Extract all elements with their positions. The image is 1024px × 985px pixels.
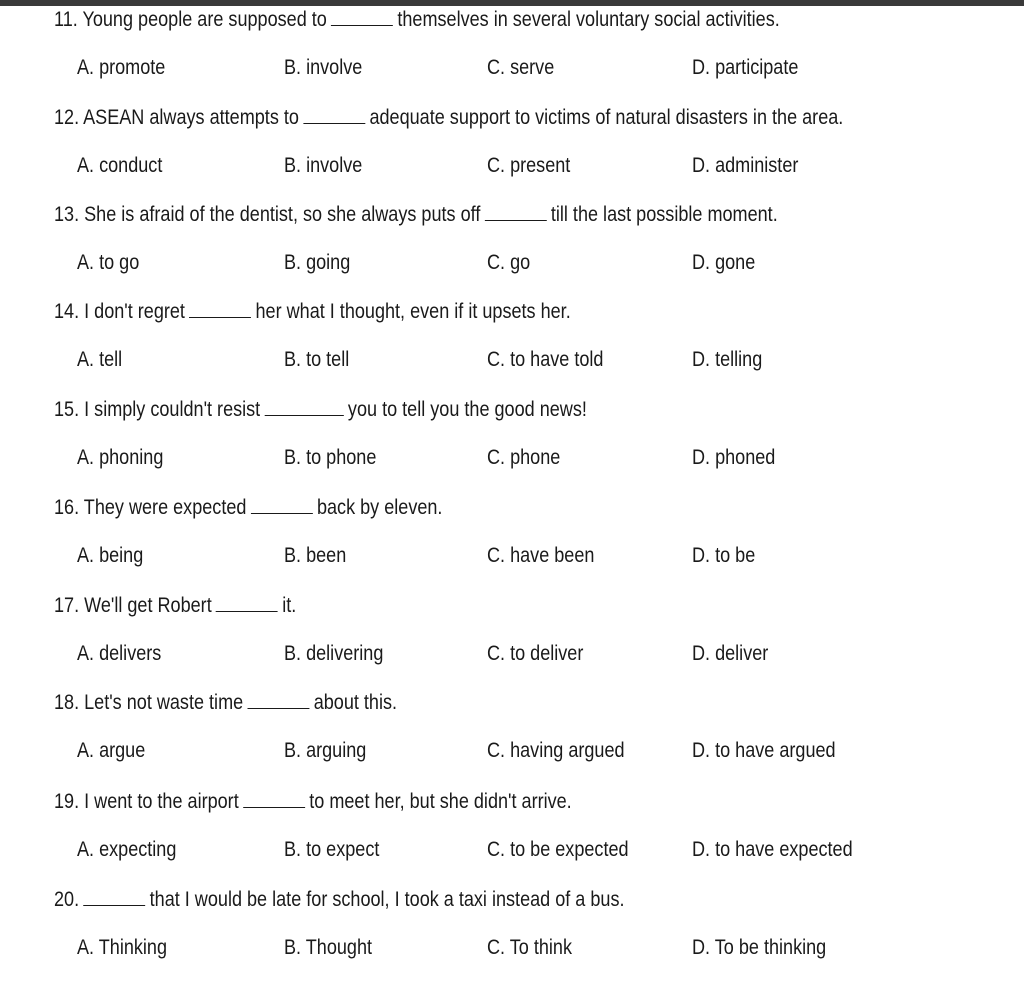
answer-blank bbox=[216, 593, 278, 612]
option-b: B. Thought bbox=[284, 936, 373, 959]
answer-blank bbox=[485, 202, 547, 221]
option-a: A. being bbox=[77, 544, 144, 567]
option-b: B. to expect bbox=[284, 838, 380, 861]
stem-after: you to tell you the good news! bbox=[347, 398, 587, 421]
question-12 bbox=[0, 105, 1024, 203]
option-c: C. go bbox=[487, 251, 531, 274]
stem-after: till the last possible moment. bbox=[550, 203, 778, 226]
answer-blank bbox=[243, 789, 305, 808]
question-stem bbox=[54, 593, 296, 618]
option-b: B. to phone bbox=[284, 446, 377, 469]
option-c: C. to be expected bbox=[487, 838, 629, 861]
option-b: B. to tell bbox=[284, 348, 350, 371]
option-a: A. delivers bbox=[77, 642, 162, 665]
option-c: C. to have told bbox=[487, 348, 604, 371]
option-c: C. To think bbox=[487, 936, 572, 959]
stem-before: 17. We'll get Robert bbox=[54, 594, 212, 617]
stem-after: adequate support to victims of natural disasters in the area. bbox=[369, 106, 844, 129]
question-11 bbox=[0, 7, 1024, 105]
option-b: B. arguing bbox=[284, 739, 367, 762]
option-b: B. been bbox=[284, 544, 347, 567]
question-stem bbox=[54, 690, 397, 715]
stem-before: 14. I don't regret bbox=[54, 300, 185, 323]
question-19 bbox=[0, 789, 1024, 887]
question-stem bbox=[54, 789, 572, 814]
option-a: A. expecting bbox=[77, 838, 177, 861]
stem-after: to meet her, but she didn't arrive. bbox=[309, 790, 572, 813]
option-a: A. promote bbox=[77, 56, 166, 79]
question-stem bbox=[54, 202, 778, 227]
stem-before: 19. I went to the airport bbox=[54, 790, 239, 813]
answer-blank bbox=[247, 690, 309, 709]
option-d: D. gone bbox=[692, 251, 756, 274]
option-b: B. delivering bbox=[284, 642, 384, 665]
question-stem bbox=[54, 7, 780, 32]
option-b: B. going bbox=[284, 251, 351, 274]
option-c: C. phone bbox=[487, 446, 561, 469]
option-d: D. telling bbox=[692, 348, 763, 371]
option-d: D. participate bbox=[692, 56, 799, 79]
option-a: A. to go bbox=[77, 251, 140, 274]
question-16 bbox=[0, 495, 1024, 593]
stem-before: 11. Young people are supposed to bbox=[54, 8, 327, 31]
option-c: C. present bbox=[487, 154, 571, 177]
question-15 bbox=[0, 397, 1024, 495]
question-13 bbox=[0, 202, 1024, 300]
answer-blank bbox=[83, 887, 145, 906]
answer-blank bbox=[265, 397, 344, 416]
stem-before: 15. I simply couldn't resist bbox=[54, 398, 261, 421]
stem-after: themselves in several voluntary social activities. bbox=[397, 8, 780, 31]
option-d: D. to be bbox=[692, 544, 756, 567]
option-d: D. to have expected bbox=[692, 838, 853, 861]
option-b: B. involve bbox=[284, 154, 363, 177]
question-stem bbox=[54, 105, 843, 130]
option-c: C. have been bbox=[487, 544, 595, 567]
question-stem bbox=[54, 887, 625, 912]
answer-blank bbox=[189, 299, 251, 318]
stem-after: her what I thought, even if it upsets her. bbox=[255, 300, 571, 323]
answer-blank bbox=[251, 495, 313, 514]
question-14 bbox=[0, 299, 1024, 397]
question-18 bbox=[0, 690, 1024, 788]
option-c: C. having argued bbox=[487, 739, 625, 762]
stem-after: that I would be late for school, I took a taxi instead of a bus. bbox=[149, 888, 625, 911]
question-20 bbox=[0, 887, 1024, 985]
stem-before: 12. ASEAN always attempts to bbox=[54, 106, 299, 129]
answer-blank bbox=[303, 105, 365, 124]
stem-after: back by eleven. bbox=[316, 496, 443, 519]
answer-blank bbox=[331, 7, 393, 26]
option-c: C. serve bbox=[487, 56, 555, 79]
option-a: A. tell bbox=[77, 348, 123, 371]
question-stem bbox=[54, 299, 571, 324]
option-d: D. phoned bbox=[692, 446, 776, 469]
question-17 bbox=[0, 593, 1024, 691]
option-a: A. phoning bbox=[77, 446, 164, 469]
question-stem bbox=[54, 495, 442, 520]
option-d: D. To be thinking bbox=[692, 936, 827, 959]
stem-before: 16. They were expected bbox=[54, 496, 247, 519]
stem-before: 18. Let's not waste time bbox=[54, 691, 244, 714]
option-a: A. argue bbox=[77, 739, 146, 762]
question-stem bbox=[54, 397, 587, 422]
option-d: D. to have argued bbox=[692, 739, 836, 762]
stem-after: about this. bbox=[313, 691, 398, 714]
stem-after: it. bbox=[282, 594, 297, 617]
option-d: D. deliver bbox=[692, 642, 769, 665]
stem-before: 20. bbox=[54, 888, 80, 911]
option-c: C. to deliver bbox=[487, 642, 584, 665]
option-a: A. Thinking bbox=[77, 936, 168, 959]
stem-before: 13. She is afraid of the dentist, so she always puts off bbox=[54, 203, 481, 226]
option-a: A. conduct bbox=[77, 154, 163, 177]
option-b: B. involve bbox=[284, 56, 363, 79]
option-d: D. administer bbox=[692, 154, 799, 177]
